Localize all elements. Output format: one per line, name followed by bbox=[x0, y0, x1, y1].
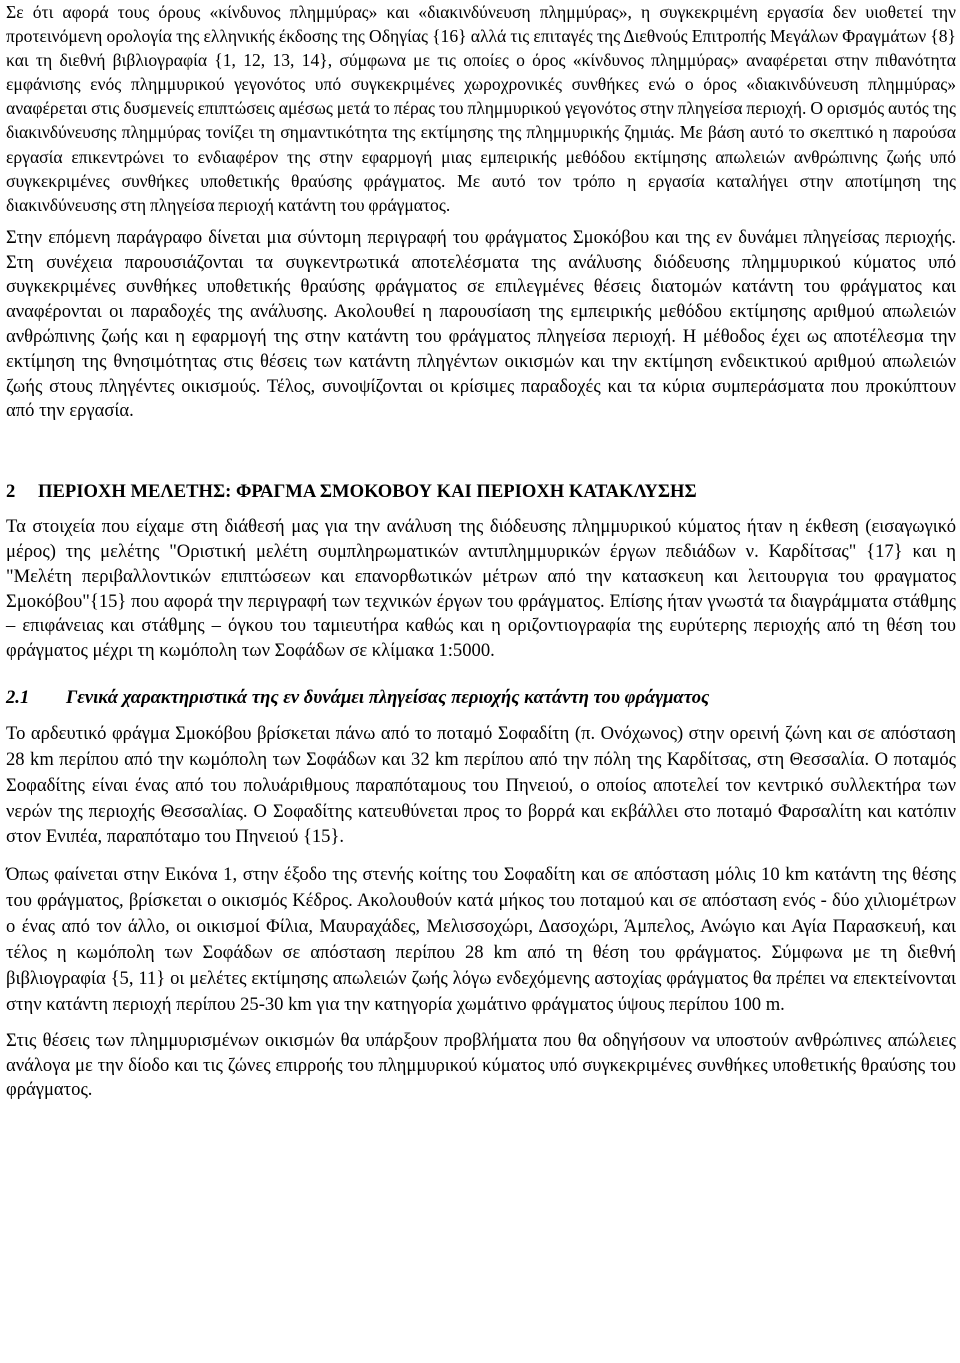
paragraph-data-sources: Τα στοιχεία που είχαμε στη διάθεσή μας για την ανάλυση της διόδευσης πλημμυρικού κύματος ήταν η έκθεση (εισαγωγικό μέρος) της μελέτης "Οριστική μελέτη συμπληρωματικών αντιπλημμυρικών έργων πεδιάδων ν. Καρδίτσας" {17} και η "Μελέτη περιβαλλοντικών επιπτώσεων και επανορθωτικών μέτρων από την κατασκευη και λειτουργια του φραγματος Σμοκόβου"{15} που αφορά την περιγραφή των τεχνικών έργων του φράγματος. Επίσης ήταν γνωστά τα διαγράμματα στάθμης – επιφάνειας και στάθμης – όγκου του ταμιευτήρα καθώς και η οριζοντιογραφία της ευρύτερης περιοχής από τη θέση του φράγματος μέχρι τη κωμόπολη των Σοφάδων σε κλίμακα 1:5000. bbox=[6, 516, 956, 662]
paragraph-flooded-settlements: Στις θέσεις των πλημμυρισμένων οικισμών θα υπάρξουν προβλήματα που θα οδηγήσουν να υποστούν ανθρώπινες απώλειες ανάλογα με την δίοδο και τις ζώνες επιρροής του πλημμυρικού κύματος υπό συγκεκριμένες συνθήκες υποθετικής θραύσης του φράγματος. bbox=[6, 1030, 956, 1101]
subsection-heading bbox=[6, 686, 956, 711]
section-title: ΠΕΡΙΟΧΗ ΜΕΛΕΤΗΣ: ΦΡΑΓΜΑ ΣΜΟΚΟΒΟΥ ΚΑΙ ΠΕΡΙΟΧΗ ΚΑΤΑΚΛΥΣΗΣ bbox=[38, 481, 697, 503]
section-number: 2 bbox=[6, 481, 16, 503]
paragraph-settlements: Όπως φαίνεται στην Εικόνα 1, στην έξοδο της στενής κοίτης του Σοφαδίτη και σε απόσταση μόλις 10 km κατάντη της θέσης του φράγματος, βρίσκεται ο οικισμός Κέδρος. Ακολουθούν κατά μήκος του ποταμού και σε απόσταση ενός - δύο χιλιομέτρων ο ένας από τον άλλο, οι οικισμοί Φίλια, Μαυραχάδες, Μελισσοχώρι, Δασοχώρι, Άμπελος, Ανώγιο και Αγία Παρασκευή, και τέλος η κωμόπολη των Σοφάδων σε απόσταση περίπου 28 km από τη θέση του φράγματος. Σύμφωνα με τη διεθνή βιβλιογραφία {5, 11} οι μελέτες εκτίμησης απωλειών ζωής λόγω ενδεχόμενης αστοχίας φράγματος θα πρέπει να επεκτείνονται στην κατάντη περιοχή περίπου 25-30 km για την κατηγορία χωμάτινο φράγματος ύψους περίπου 100 m. bbox=[6, 864, 956, 1016]
paragraph-outline: Στην επόμενη παράγραφο δίνεται μια σύντομη περιγραφή του φράγματος Σμοκόβου και της εν δυνάμει πληγείσας περιοχής. Στη συνέχεια παρουσιάζονται τα συγκεντρωτικά αποτελέσματα της ανάλυσης διόδευσης πλημμυρικού κύματος υπό συγκεκριμένες συνθήκες υποθετικής θραύσης φράγματος σε επιλεγμένες θέσεις διατομών κατάντη του φράγματος και αναφέρονται οι παραδοχές της ανάλυσης. Ακολουθεί η παρουσίαση της εμπειρικής μεθόδου εκτίμησης αριθμού απωλειών ανθρώπινης ζωής και η εφαρμογή της στην κατάντη του φράγματος πληγείσα περιοχή. Η μέθοδος έχει ως αποτέλεσμα την εκτίμηση της θνησιμότητας στις θέσεις των κατάντη πληγέντων οικισμών και την εκτίμηση ενδεικτικού αριθμού απωλειών ζωής στους πληγέντες οικισμούς. Τέλος, συνοψίζονται οι κρίσιμες παραδοχές και τα κύρια συμπεράσματα που προκύπτουν από την εργασία. bbox=[6, 226, 956, 422]
paragraph-dam-location: Το αρδευτικό φράγμα Σμοκόβου βρίσκεται πάνω από το ποταμό Σοφαδίτη (π. Ονόχωνος) στην ορεινή ζώνη και σε απόσταση 28 km περίπου από την κωμόπολη των Σοφάδων και 32 km περίπου από την πόλη της Καρδίτσας, στη Θεσσαλία. Ο ποταμός Σοφαδίτης είναι ένας από του πολυάριθμους παραπόταμους του Πηνειού, ο οποίος αποτελεί τον κεντρικό συλλεκτήρα των νερών της περιοχής Θεσσαλίας. Ο Σοφαδίτης κατευθύνεται προς το βορρά και εκβάλλει στο ποταμό Φαρσαλίτη και κατόπιν στον Ενιπέα, παραπόταμο του Πηνειού {15}. bbox=[6, 722, 956, 848]
subsection-number: 2.1 bbox=[6, 687, 30, 708]
subsection-title: Γενικά χαρακτηριστικά της εν δυνάμει πληγείσας περιοχής κατάντη του φράγματος bbox=[66, 687, 710, 708]
paragraph-terminology: Σε ότι αφορά τους όρους «κίνδυνος πλημμύρας» και «διακινδύνευση πλημμύρας», η συγκεκριμένη εργασία δεν υιοθετεί την προτεινόμενη ορολογία της ελληνικής έκδοσης της Οδηγίας {16} αλλά τις επιταγές της Διεθνούς Επιτροπής Μεγάλων Φραγμάτων {8} και τη διεθνή βιβλιογραφία {1, 12, 13, 14}, σύμφωνα με τις οποίες ο όρος «κίνδυνος πλημμύρας» αναφέρεται στην πιθανότητα εμφάνισης ενός πλημμυρικού γεγονότος υπό συγκεκριμένες χωροχρονικές συνθήκες ενώ ο όρος «διακινδύνευση πλημμύρας» αναφέρεται στις δυσμενείς επιπτώσεις αμέσως μετά το πέρας του πλημμυρικού γεγονότος στην πληγείσα περιοχή. Ο ορισμός αυτός της διακινδύνευσης πλημμύρας τονίζει τη σημαντικότητα της εκτίμησης της πλημμυρικής ζημιάς. Με βάση αυτό το σκεπτικό η παρούσα εργασία επικεντρώνει το ενδιαφέρον της στην εφαρμογή μιας εμπειρικής μεθόδου εκτίμησης απωλειών ανθρώπινης ζωής υπό συγκεκριμένες συνθήκες υποθετικής θραύσης φράγματος. Με αυτό τον τρόπο η εργασία καταλήγει στην αποτίμηση της διακινδύνευσης στη πληγείσα περιοχή κατάντη του φράγματος. bbox=[6, 2, 956, 215]
section-heading bbox=[6, 479, 956, 505]
